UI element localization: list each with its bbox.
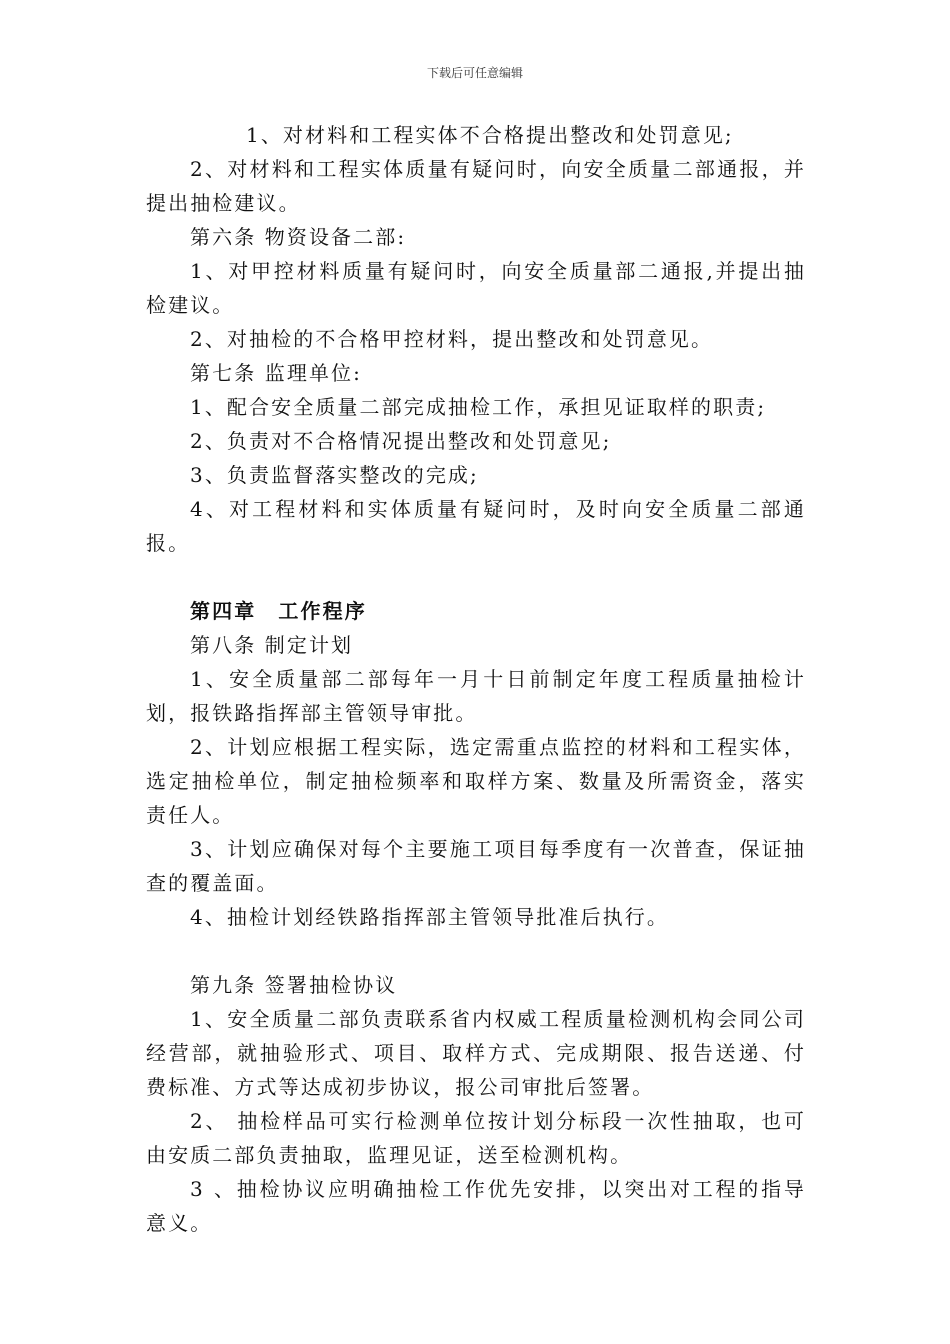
article-heading: 第七条 监理单位: xyxy=(190,361,362,385)
article-heading: 第八条 制定计划 xyxy=(190,633,354,657)
article-heading: 第六条 物资设备二部: xyxy=(190,225,407,249)
paragraph: 2、 抽检样品可实行检测单位按计划分标段一次性抽取，也可由安质二部负责抽取，监理见证，送至检测机构。 xyxy=(146,1109,806,1167)
document-body xyxy=(146,118,806,1240)
paragraph: 1、安全质量二部负责联系省内权威工程质量检测机构会同公司经营部，就抽验形式、项目、取样方式、完成期限、报告送递、付费标准、方式等达成初步协议，报公司审批后签署。 xyxy=(146,1007,806,1099)
paragraph: 2、负责对不合格情况提出整改和处罚意见; xyxy=(190,429,612,453)
page-header: 下载后可任意编辑 xyxy=(426,66,523,80)
paragraph: 1、配合安全质量二部完成抽检工作，承担见证取样的职责; xyxy=(190,395,767,419)
paragraph: 3、负责监督落实整改的完成; xyxy=(190,463,479,487)
paragraph: 3、计划应确保对每个主要施工项目每季度有一次普查，保证抽查的覆盖面。 xyxy=(146,837,806,895)
paragraph: 2、计划应根据工程实际，选定需重点监控的材料和工程实体，选定抽检单位，制定抽检频率和取样方案、数量及所需资金，落实责任人。 xyxy=(146,735,806,827)
paragraph: 1、安全质量部二部每年一月十日前制定年度工程质量抽检计划，报铁路指挥部主管领导审批。 xyxy=(146,667,806,725)
paragraph: 3 、抽检协议应明确抽检工作优先安排，以突出对工程的指导意义。 xyxy=(146,1177,806,1235)
article-heading: 第九条 签署抽检协议 xyxy=(190,973,398,997)
paragraph: 4、抽检计划经铁路指挥部主管领导批准后执行。 xyxy=(190,905,669,929)
paragraph: 1、对甲控材料质量有疑问时，向安全质量部二通报,并提出抽检建议。 xyxy=(146,259,806,317)
paragraph: 1、对材料和工程实体不合格提出整改和处罚意见; xyxy=(246,123,734,147)
paragraph: 2、对材料和工程实体质量有疑问时，向安全质量二部通报，并提出抽检建议。 xyxy=(146,157,806,215)
paragraph: 2、对抽检的不合格甲控材料，提出整改和处罚意见。 xyxy=(190,327,714,351)
paragraph: 4、对工程材料和实体质量有疑问时，及时向安全质量二部通报。 xyxy=(146,497,806,555)
chapter-heading: 第四章 工作程序 xyxy=(190,599,367,623)
